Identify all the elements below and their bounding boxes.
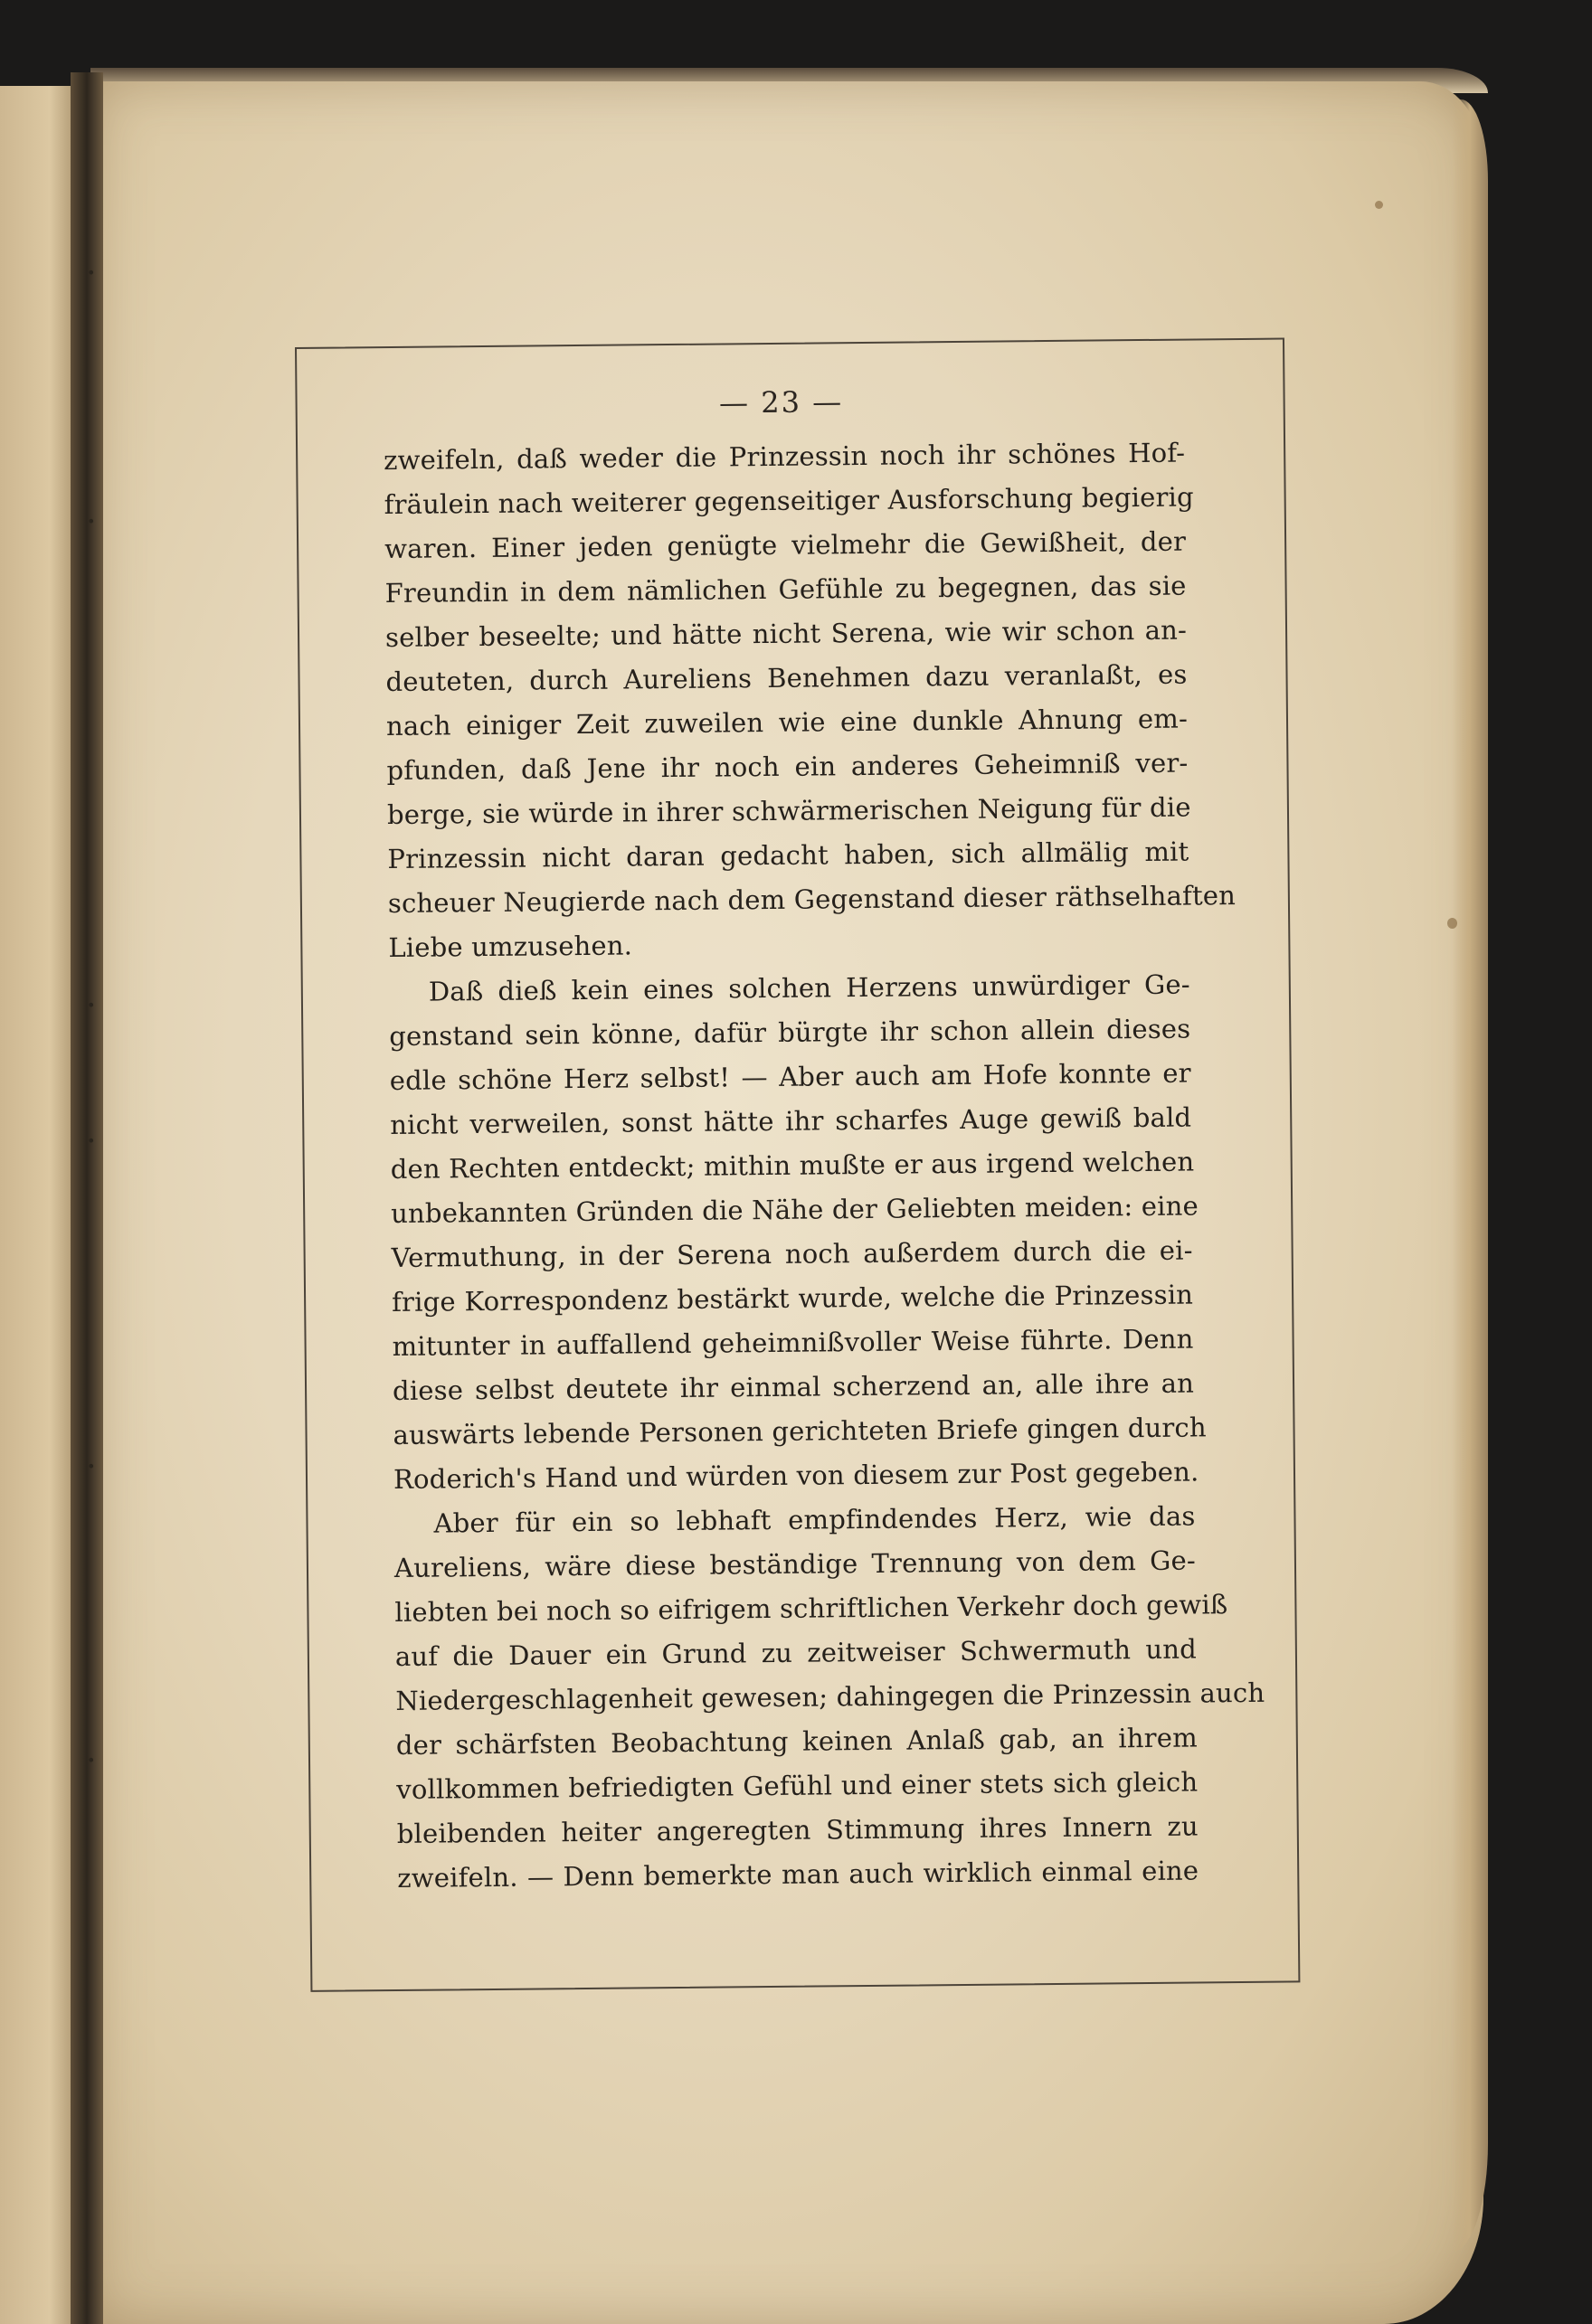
binding-thread-mark: • bbox=[87, 513, 96, 530]
text-line: liebten bei noch so eifrigem schriftlichen Verkehr doch gewiß bbox=[394, 1589, 1228, 1629]
text-line: vollkommen befriedigten Gefühl und einer stets sich gleich bbox=[396, 1766, 1199, 1805]
text-line: diese selbst deutete ihr einmal scherzend an, alle ihre an bbox=[392, 1367, 1195, 1407]
body-text bbox=[384, 431, 1265, 1901]
text-line: Liebe umzusehen. bbox=[388, 930, 633, 964]
text-line: frige Korrespondenz bestärkt wurde, welche die Prinzessin bbox=[391, 1279, 1194, 1318]
text-line: auf die Dauer ein Grund zu zeitweiser Schwermuth und bbox=[394, 1633, 1198, 1673]
text-line: pfunden, daß Jene ihr noch ein anderes Geheimniß ver- bbox=[386, 747, 1189, 787]
text-line: Vermuthung, in der Serena noch außerdem durch die ei- bbox=[391, 1234, 1193, 1274]
text-line: der schärfsten Beobachtung keinen Anlaß gab, an ihrem bbox=[395, 1722, 1198, 1761]
text-line: edle schöne Herz selbst! — Aber auch am Hofe konnte er bbox=[389, 1057, 1191, 1097]
binding-thread-mark: • bbox=[87, 997, 96, 1014]
text-line: selber beseelte; und hätte nicht Serena, wie wir schon an- bbox=[384, 614, 1188, 654]
text-line: fräulein nach weiterer gegenseitiger Ausforschung begierig bbox=[384, 481, 1194, 521]
text-line: genstand sein könne, dafür bürgte ihr schon allein dieses bbox=[389, 1013, 1191, 1053]
text-line: zweifeln. — Denn bemerkte man auch wirklich einmal eine bbox=[397, 1855, 1199, 1894]
paper-stain bbox=[1447, 918, 1457, 929]
text-line: unbekannten Gründen die Nähe der Geliebten meiden: eine bbox=[391, 1190, 1199, 1230]
page-right-edge bbox=[1452, 99, 1488, 2252]
text-line: Roderich's Hand und würden von diesem zur Post gegeben. bbox=[393, 1456, 1199, 1496]
text-line: nach einiger Zeit zuweilen wie eine dunkle Ahnung em- bbox=[385, 703, 1189, 742]
text-line: bleibenden heiter angeregten Stimmung ihres Innern zu bbox=[396, 1810, 1199, 1849]
text-line: Niedergeschlagenheit gewesen; dahingegen die Prinzessin auch bbox=[395, 1677, 1265, 1716]
text-frame bbox=[295, 337, 1300, 1991]
text-line: nicht verweilen, sonst hätte ihr scharfes Auge gewiß bald bbox=[390, 1101, 1192, 1141]
paper-stain bbox=[1375, 201, 1383, 209]
text-line: waren. Einer jeden genügte vielmehr die Gewißheit, der bbox=[384, 525, 1187, 565]
text-line: scheuer Neugierde nach dem Gegenstand dieser räthselhaften bbox=[387, 880, 1237, 920]
text-line: zweifeln, daß weder die Prinzessin noch ihr schönes Hof- bbox=[384, 437, 1186, 477]
text-line: Prinzessin nicht daran gedacht haben, sich allmälig mit bbox=[387, 836, 1189, 875]
text-line: Aureliens, wäre diese beständige Trennung von dem Ge- bbox=[393, 1545, 1197, 1584]
text-line: berge, sie würde in ihrer schwärmerischen Neigung für die bbox=[386, 791, 1191, 831]
text-line: Freundin in dem nämlichen Gefühle zu begegnen, das sie bbox=[384, 570, 1187, 609]
text-line: mitunter in auffallend geheimnißvoller Weise führte. Denn bbox=[392, 1323, 1194, 1363]
book-gutter bbox=[71, 72, 103, 2324]
text-line: Daß dieß kein eines solchen Herzens unwürdiger Ge- bbox=[428, 968, 1190, 1007]
text-line: auswärts lebende Personen gerichteten Briefe gingen durch bbox=[393, 1412, 1207, 1451]
binding-thread-mark: • bbox=[87, 1132, 96, 1149]
text-line: deuteten, durch Aureliens Benehmen dazu veranlaßt, es bbox=[385, 658, 1188, 698]
binding-thread-mark: • bbox=[87, 1752, 96, 1769]
text-line: Aber für ein so lebhaft empfindendes Herz, wie das bbox=[433, 1500, 1196, 1539]
binding-thread-mark: • bbox=[87, 1458, 96, 1475]
text-line: den Rechten entdeckt; mithin mußte er aus irgend welchen bbox=[390, 1146, 1195, 1186]
page-number: — 23 — bbox=[718, 384, 844, 420]
binding-thread-mark: • bbox=[87, 264, 96, 281]
